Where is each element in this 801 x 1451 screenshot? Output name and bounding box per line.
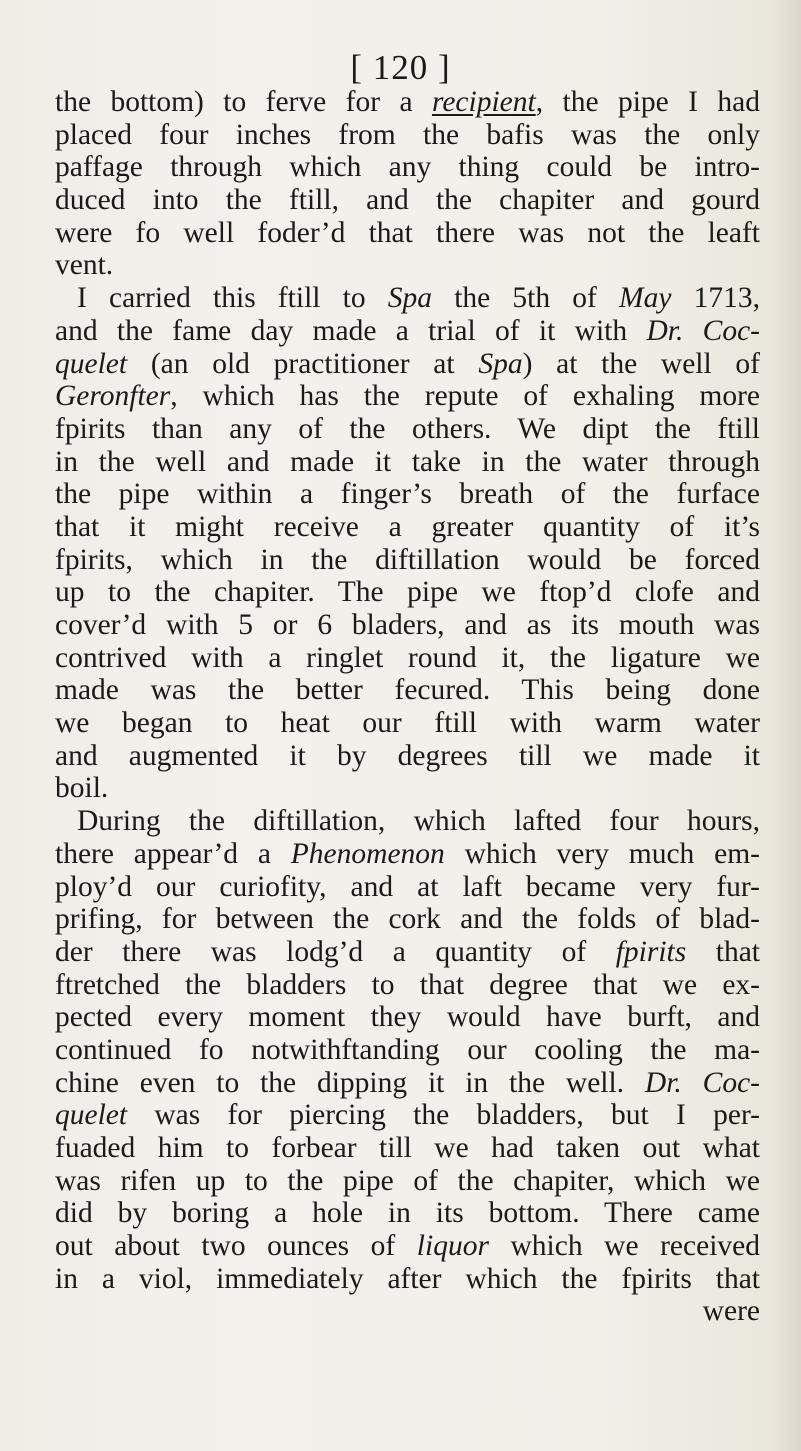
- italic-text-segment: fpirits: [615, 935, 687, 968]
- text-segment: fuaded him to forbear till we had taken out what: [55, 1132, 760, 1164]
- text-segment: (an old practitioner at: [127, 347, 479, 380]
- text-segment: up to the chapiter. The pipe we ftop’d clofe and: [55, 576, 760, 609]
- text-line: [55, 609, 760, 642]
- text-segment: cover’d with 5 or 6 bladers, and as its mouth was: [55, 609, 760, 641]
- text-line: [55, 969, 760, 1002]
- text-segment: in the well and made it take in the water through: [55, 445, 760, 478]
- text-segment: chine even to the dipping it in the well.: [55, 1066, 645, 1099]
- text-segment: I carried this ftill to: [77, 282, 388, 315]
- text-line: [55, 1132, 760, 1165]
- text-segment: During the diftillation, which lafted four hours,: [77, 805, 760, 838]
- italic-text-segment: quelet: [55, 1099, 128, 1132]
- italic-text-segment: liquor: [416, 1230, 489, 1263]
- text-line: [55, 1230, 760, 1263]
- text-segment: and the fame day made a trial of it with: [55, 314, 647, 347]
- text-segment: duced into the ftill, and the chapiter and gourd: [55, 184, 760, 217]
- text-segment: which very much em-: [444, 837, 760, 870]
- body-text: [55, 86, 760, 1328]
- page-number: [ 120 ]: [350, 48, 451, 87]
- text-line: [55, 413, 760, 446]
- italic-text-segment: recipient: [431, 86, 536, 118]
- text-segment: there appear’d a: [55, 837, 291, 870]
- text-line: [55, 380, 760, 413]
- text-line: [55, 544, 760, 577]
- text-segment: that: [686, 935, 760, 968]
- text-segment: 1713,: [671, 282, 761, 315]
- text-segment: prifing, for between the cork and the folds of blad-: [55, 903, 760, 936]
- text-line: [55, 151, 760, 184]
- text-segment: the 5th of: [432, 282, 620, 315]
- italic-text-segment: Spa: [478, 347, 523, 380]
- text-segment: der there was lodg’d a quantity of: [55, 935, 616, 968]
- text-segment: out about two ounces of: [55, 1230, 417, 1263]
- text-segment: the bottom) to ferve for a: [55, 86, 432, 118]
- text-segment: were: [702, 1295, 760, 1328]
- text-line: [55, 119, 760, 152]
- italic-text-segment: Geronfter: [55, 380, 171, 413]
- text-segment: ftretched the bladders to that degree that we ex-: [55, 968, 760, 1001]
- text-segment: boil.: [55, 772, 109, 805]
- text-line: [55, 217, 760, 250]
- text-line: [55, 772, 760, 805]
- text-segment: which we received: [488, 1230, 760, 1263]
- text-segment: the pipe within a finger’s breath of the furface: [55, 478, 760, 511]
- text-line: [55, 707, 760, 740]
- text-line: [55, 1099, 760, 1132]
- text-line: [55, 1067, 760, 1100]
- italic-text-segment: Dr. Coc-: [646, 314, 761, 347]
- text-segment: did by boring a hole in its bottom. There came: [55, 1197, 760, 1230]
- text-line: [55, 478, 760, 511]
- text-segment: , the pipe I had: [535, 86, 760, 118]
- text-line: [55, 511, 760, 544]
- text-segment: and augmented it by degrees till we made it: [55, 739, 760, 772]
- text-line: [55, 805, 760, 838]
- text-segment: ploy’d our curiofity, and at laft became very fur-: [55, 870, 760, 903]
- text-line: [55, 871, 760, 904]
- text-line: [55, 315, 760, 348]
- text-line: [55, 1263, 760, 1296]
- text-line: [55, 740, 760, 773]
- text-line: [55, 249, 760, 282]
- text-segment: ) at the well of: [522, 347, 760, 380]
- text-line: [55, 642, 760, 675]
- text-line: [55, 838, 760, 871]
- text-segment: paffage through which any thing could be intro-: [55, 151, 760, 184]
- italic-text-segment: Dr. Coc-: [644, 1066, 760, 1099]
- text-segment: contrived with a ringlet round it, the ligature we: [55, 641, 760, 674]
- italic-text-segment: Phenomenon: [290, 837, 445, 870]
- text-segment: made was the better fecured. This being done: [55, 674, 760, 707]
- text-segment: fpirits, which in the diftillation would be forced: [55, 543, 760, 576]
- italic-text-segment: Spa: [387, 282, 433, 315]
- text-line: [55, 446, 760, 479]
- text-line: [55, 1034, 760, 1067]
- text-line: [55, 1295, 760, 1328]
- text-line: [55, 1165, 760, 1198]
- text-segment: vent.: [55, 249, 114, 282]
- italic-text-segment: quelet: [55, 347, 128, 380]
- text-line: [55, 1001, 760, 1034]
- text-line: [55, 674, 760, 707]
- text-line: [55, 86, 760, 119]
- text-segment: in a viol, immediately after which the fpirits that: [55, 1262, 760, 1295]
- text-segment: placed four inches from the bafis was the only: [55, 118, 760, 151]
- text-segment: was for piercing the bladders, but I per-: [127, 1099, 760, 1132]
- page-edge-shading: [773, 0, 801, 1451]
- text-segment: we began to heat our ftill with warm water: [55, 707, 760, 740]
- text-line: [55, 576, 760, 609]
- text-segment: , which has the repute of exhaling more: [170, 380, 760, 413]
- text-line: [55, 348, 760, 381]
- text-segment: that it might receive a greater quantity of it’s: [55, 510, 760, 543]
- text-segment: pected every moment they would have burft, and: [55, 1001, 760, 1034]
- text-line: [55, 1197, 760, 1230]
- text-line: [55, 903, 760, 936]
- text-line: [55, 282, 760, 315]
- italic-text-segment: May: [619, 282, 672, 315]
- text-line: [55, 184, 760, 217]
- text-segment: were fo well foder’d that there was not the leaft: [55, 216, 760, 249]
- text-line: [55, 936, 760, 969]
- text-segment: fpirits than any of the others. We dipt the ftill: [55, 412, 760, 445]
- text-segment: was rifen up to the pipe of the chapiter, which we: [55, 1164, 760, 1197]
- text-segment: continued fo notwithftanding our cooling the ma-: [55, 1033, 760, 1066]
